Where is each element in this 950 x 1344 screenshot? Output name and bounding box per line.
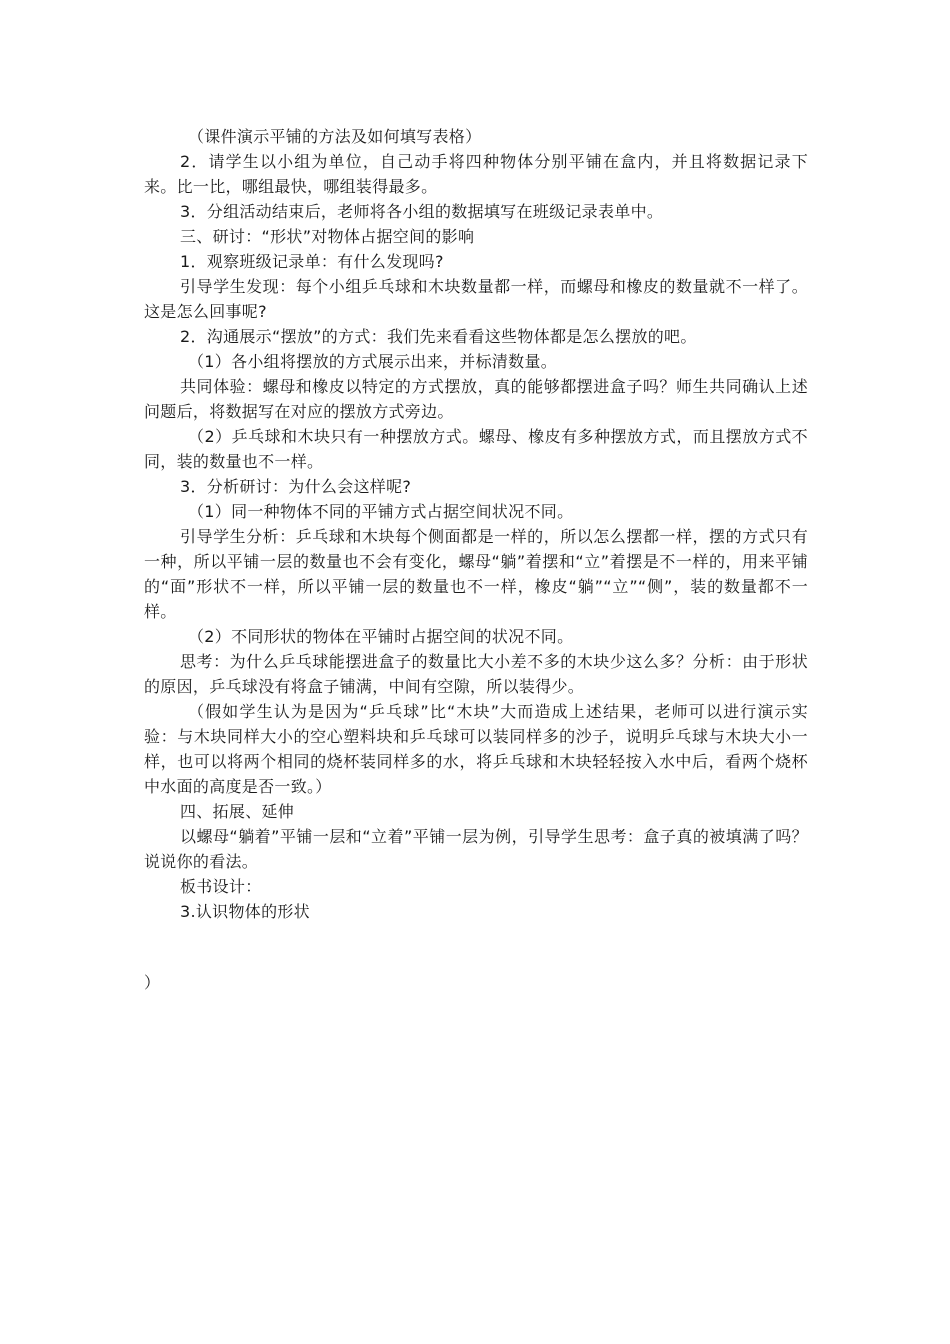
paragraph-sub-2-ways: （2）乒乓球和木块只有一种摆放方式。螺母、橡皮有多种摆放方式，而且摆放方式不同，装的数量也不一样。 xyxy=(144,427,808,471)
paragraph-board-design-title: 3.认识物体的形状 xyxy=(180,902,310,921)
paragraph-shared-experience: 共同体验：螺母和橡皮以特定的方式摆放，真的能够都摆进盒子吗？师生共同确认上述问题后，将数据写在对应的摆放方式旁边。 xyxy=(144,377,808,421)
paragraph-show-placement: 2．沟通展示“摆放”的方式：我们先来看看这些物体都是怎么摆放的吧。 xyxy=(180,327,697,346)
paragraph-guide-discovery: 引导学生发现：每个小组乒乓球和木块数量都一样，而螺母和橡皮的数量就不一样了。这是怎么回事呢? xyxy=(144,277,808,321)
paragraph-guide-analysis: 引导学生分析：乒乓球和木块每个侧面都是一样的，所以怎么摆都一样，摆的方式只有一种，所以平铺一层的数量也不会有变化，螺母“躺”着摆和“立”着摆是不一样的，用来平铺的“面”形状不一样，所以平铺一层的数量也不一样，橡皮“躺”“立”“侧”，装的数量都不一样。 xyxy=(144,527,808,621)
paragraph-analysis-why: 3．分析研讨：为什么会这样呢? xyxy=(180,477,412,496)
paragraph-step-2-group-activity: 2．请学生以小组为单位，自己动手将四种物体分别平铺在盒内，并且将数据记录下来。比一比，哪组最快，哪组装得最多。 xyxy=(144,152,808,196)
section-heading-extension: 四、拓展、延伸 xyxy=(180,802,295,821)
paragraph-extension-example: 以螺母“躺着”平铺一层和“立着”平铺一层为例，引导学生思考：盒子真的被填满了吗？说说你的看法。 xyxy=(144,827,808,871)
paragraph-sub-2-different-shapes: （2）不同形状的物体在平铺时占据空间的状况不同。 xyxy=(188,627,574,646)
document-body xyxy=(144,124,808,924)
paragraph-observe-record: 1．观察班级记录单：有什么发现吗? xyxy=(180,252,444,271)
paragraph-sub-1-show: （1）各小组将摆放的方式展示出来，并标清数量。 xyxy=(188,352,558,371)
paragraph-sub-1-same-object: （1）同一种物体不同的平铺方式占据空间状况不同。 xyxy=(188,502,574,521)
paragraph-think: 思考：为什么乒乓球能摆进盒子的数量比大小差不多的木块少这么多？分析：由于形状的原因，乒乓球没有将盒子铺满，中间有空隙，所以装得少。 xyxy=(144,652,808,696)
paragraph-experiment-note: （假如学生认为是因为“乒乓球”比“木块”大而造成上述结果，老师可以进行演示实验：与木块同样大小的空心塑料块和乒乓球可以装同样多的沙子，说明乒乓球与木块大小一样，也可以将两个相同的烧杯装同样多的水，将乒乓球和木块轻轻按入水中后，看两个烧杯中水面的高度是否一致。） xyxy=(144,702,808,796)
paragraph-step-3-record: 3．分组活动结束后，老师将各小组的数据填写在班级记录表单中。 xyxy=(180,202,664,221)
paragraph-board-design-label: 板书设计： xyxy=(180,877,262,896)
section-heading-discussion: 三、研讨：“形状”对物体占据空间的影响 xyxy=(180,227,475,246)
trailing-parenthesis: ） xyxy=(144,973,161,992)
paragraph-courseware-note: （课件演示平铺的方法及如何填写表格） xyxy=(188,127,482,146)
